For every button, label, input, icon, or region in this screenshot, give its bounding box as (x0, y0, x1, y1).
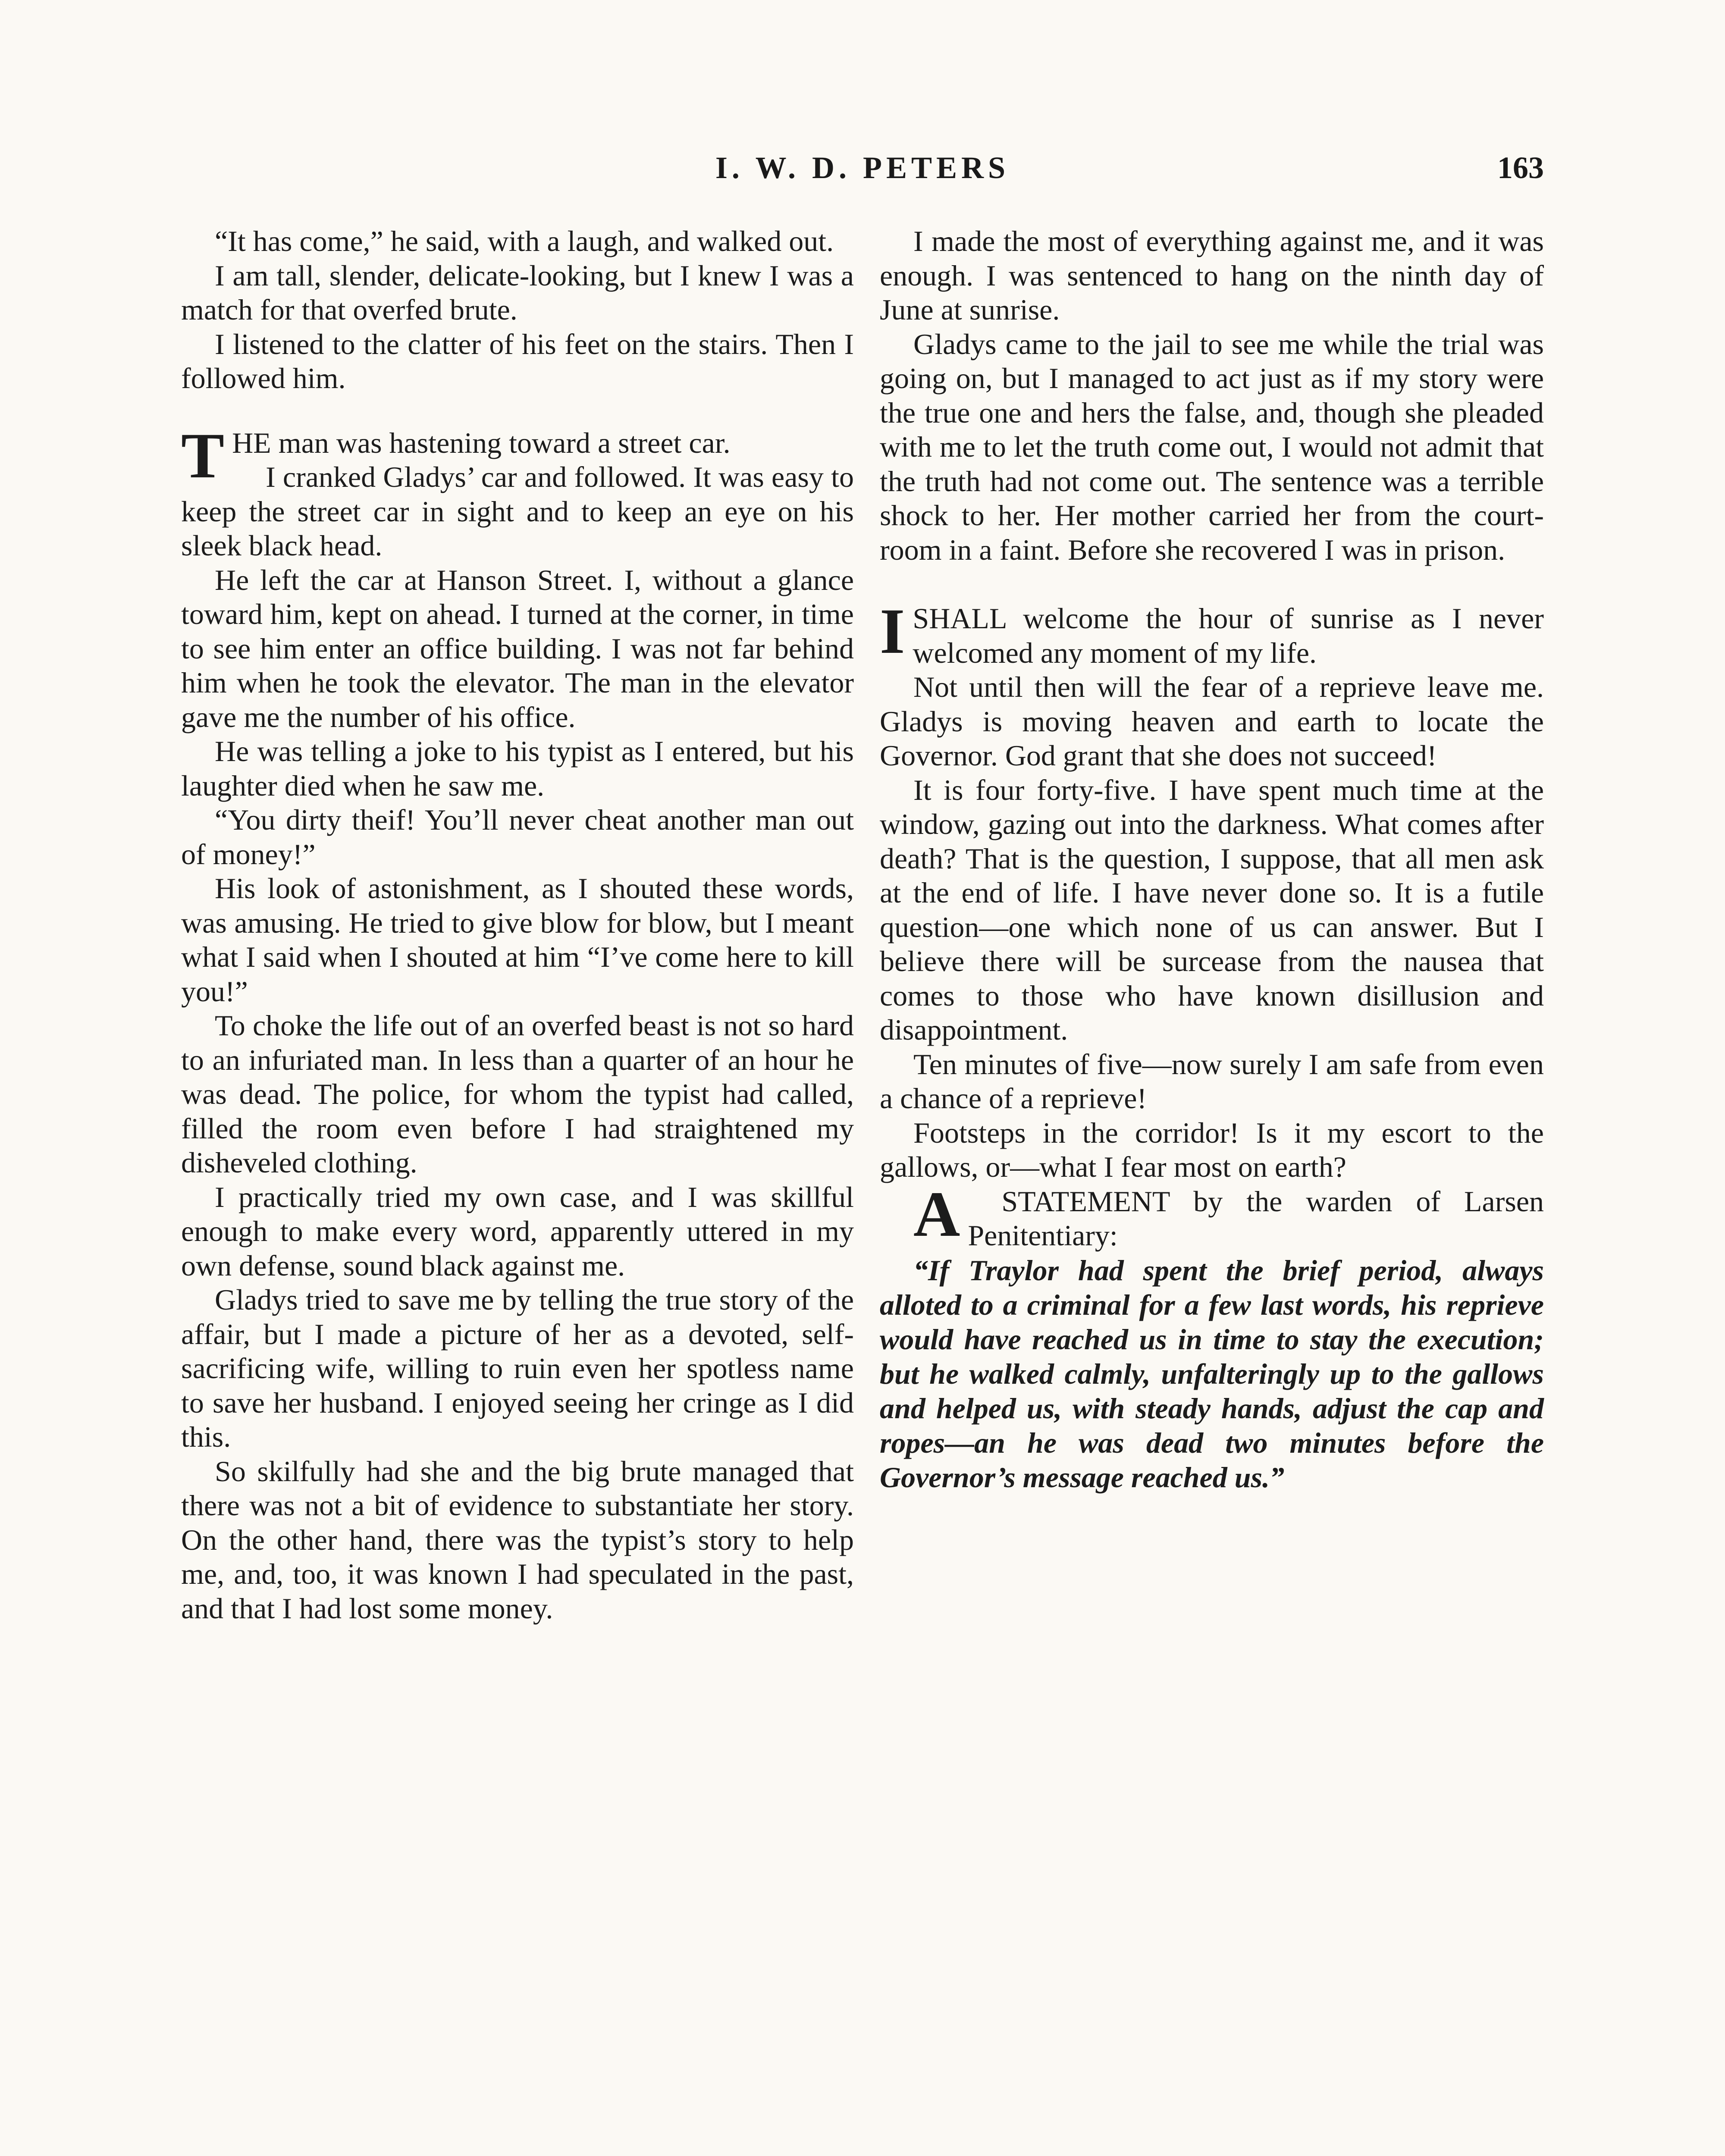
paragraph: He left the car at Hanson Street. I, without a glance toward him, kept on ahead. I turned at the corner, in time to see him enter an office building. I was not far behind him when he took the elevator. The man in the elevator gave me the number of his office. (181, 563, 854, 733)
statement-intro (880, 1178, 1544, 1253)
paragraph: “It has come,” he said, with a laugh, and walked out. (215, 225, 834, 257)
paragraph: He was telling a joke to his typist as I entered, but his laughter died when he saw me. (181, 735, 854, 802)
paragraph: So skilfully had she and the big brute managed that there was not a bit of evidence to substantiate her story. On the other hand, there was the typist’s story to help me, and, too, it was known I had speculated in the past, and that I had lost some money. (181, 1454, 854, 1625)
page-number: 163 (1497, 150, 1544, 185)
section-opening-paragraph (880, 595, 1544, 670)
paragraph: I practically tried my own case, and I was skillful enough to make every word, apparently uttered in my own defense, sound black against me. (181, 1180, 854, 1282)
warden-statement-quote: “If Traylor had spent the brief period, always alloted to a criminal for a few last words, his reprieve would have reached us in time to stay the execution; but he walked calmly, unfalteringly up to the gallows and helped us, with steady hands, adjust the cap and ropes—an he was dead two minutes before the Governor’s message reached us.” (880, 1253, 1544, 1494)
drop-cap: A (913, 1178, 960, 1250)
drop-cap: T (181, 420, 225, 492)
paragraph-text: STATEMENT by the warden of Larsen Penitentiary: (968, 1185, 1544, 1252)
paragraph: To choke the life out of an overfed beast is not so hard to an infuriated man. In less than a quarter of an hour he was dead. The police, for whom the typist had called, filled the room even before I had straightened my disheveled clothing. (181, 1009, 854, 1179)
paragraph: I made the most of everything against me, and it was enough. I was sentenced to hang on the ninth day of June at sunrise. (880, 225, 1544, 326)
section-opening-paragraph (181, 420, 854, 492)
paragraph: Footsteps in the corridor! Is it my escort to the gallows, or—what I fear most on earth? (880, 1116, 1544, 1183)
paragraph: His look of astonishment, as I shouted these words, was amusing. He tried to give blow for blow, but I meant what I said when I shouted at him “I’ve come here to kill you!” (181, 872, 854, 1008)
paragraph: It is four forty-five. I have spent much time at the window, gazing out into the darkness. What comes after death? That is the question, I suppose, that all men ask at the end of life. I have never done so. It is a futile question—one which none of us can answer. But I believe there will be surcease from the nausea that comes to those who have known disillusion and disappointment. (880, 773, 1544, 1046)
paragraph: Gladys came to the jail to see me while the trial was going on, but I managed to act just as if my story were the true one and hers the false, and, though she pleaded with me to let the truth come out, I would not admit that the truth had not come out. The sentence was a terrible shock to her. Her mother carried her from the court-room in a faint. Before she recovered I was in prison. (880, 327, 1544, 566)
author-header: I. W. D. PETERS (715, 150, 1010, 185)
paragraph: Not until then will the fear of a reprieve leave me. Gladys is moving heaven and earth to locate the Governor. God grant that she does not succeed! (880, 671, 1544, 772)
paragraph: Gladys tried to save me by telling the true story of the affair, but I made a picture of her as a devoted, self-sacrificing wife, willing to ruin even her spotless name to save her husband. I enjoyed seeing her cringe as I did this. (181, 1283, 854, 1453)
paragraph: I listened to the clatter of his feet on the stairs. Then I followed him. (181, 327, 854, 395)
paragraph: “You dirty theif! You’ll never cheat another man out of money!” (181, 803, 854, 871)
left-column (181, 224, 854, 1626)
drop-cap: I (880, 595, 905, 667)
paragraph: Ten minutes of five—now surely I am safe from even a chance of a reprieve! (880, 1047, 1544, 1115)
paragraph-text: HE man was hastening toward a street car. (232, 426, 731, 459)
paragraph: I cranked Gladys’ car and followed. It was easy to keep the street car in sight and to keep an eye on his sleek black head. (181, 461, 854, 562)
paragraph: I am tall, slender, delicate-looking, but I knew I was a match for that overfed brute. (181, 259, 854, 326)
right-column (880, 224, 1544, 1495)
running-head (181, 142, 1544, 194)
paragraph-text: SHALL welcome the hour of sunrise as I never welcomed any moment of my life. (913, 602, 1544, 669)
